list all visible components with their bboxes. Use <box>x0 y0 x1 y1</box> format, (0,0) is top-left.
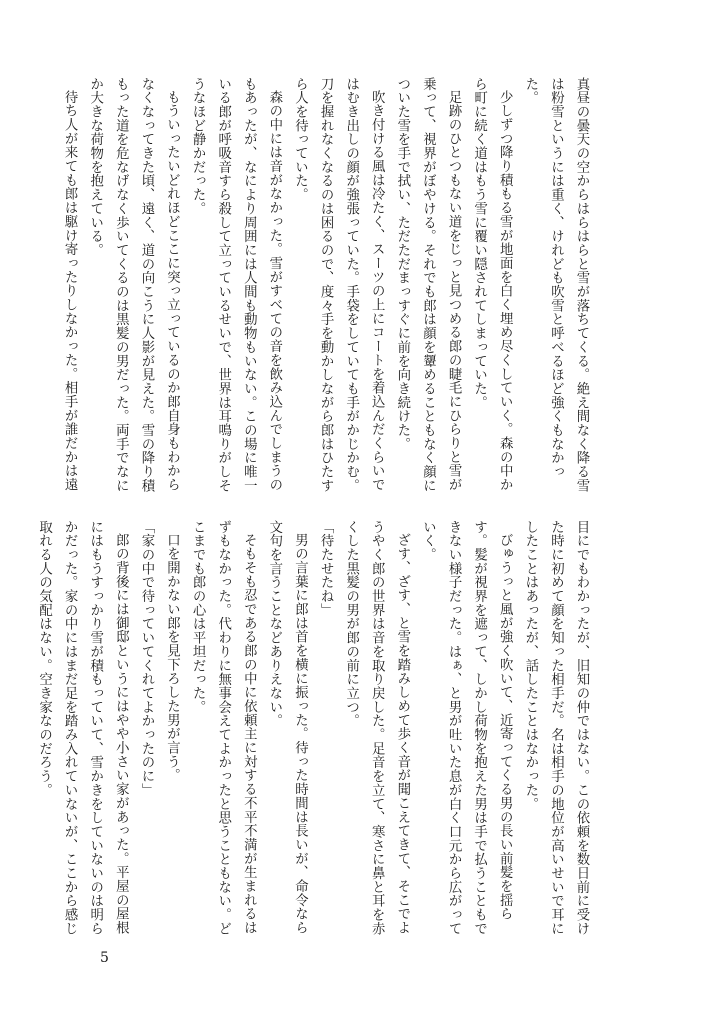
paragraph: 吹き付ける風は冷たく、スーツの上にコートを着込んだくらいではむき出しの顔が強張っていた。手袋をしていても手がかじかむ。刀を握れなくなるのは困るので、度々手を動かしながら郎はひたすら人を待っていた。 <box>292 77 385 493</box>
paragraph: びゅうっと風が強く吹いて、近寄ってくる男の長い前髪を揺らす。髪が視界を遮って、しかし荷物を抱えた男は手で払うこともできない様子だった。はぁ、と男が吐いた息が白く口元から広がっていく。 <box>420 520 513 936</box>
paragraph: 「家の中で待っていてくれてよかったのに」 <box>138 520 154 797</box>
paragraph: そもそも忍である郎の中に依頼主に対する不平不満が生まれるはずもなかった。代わりに無事会えてよかったと思うこともない。どこまでも郎の心は平坦だった。 <box>190 520 257 936</box>
paragraph: 男の言葉に郎は首を横に振った。待った時間は長いが、命令なら文句を言うことなどありえない。 <box>266 520 308 936</box>
paragraph: 森の中には音がなかった。雪がすべての音を飲み込んでしまうのもあったが、なにより周囲には人間も動物もいない。この場に唯一いる郎が呼吸音すら殺して立っているせいで、世界は耳鳴りがしそうなほど静かだった。 <box>190 77 282 493</box>
text-block-top <box>62 77 594 497</box>
paragraph: 待ち人が来ても郎は駆け寄ったりしなかった。相手が誰だかは遠 <box>62 90 78 493</box>
paragraph: 真昼の曇天の空からはらはらと雪が落ちてくる。絶え間なく降る雪は粉雪というには重く、けれども吹雪と呼べるほど強くもなかった。 <box>522 77 589 493</box>
paragraph: 少しずつ降り積もる雪が地面を白く埋め尽くしていく。森の中から町に続く道はもう雪に覆い隠されてしまっていた。 <box>471 77 513 493</box>
paragraph: もういったいどれほどここに突っ立っているのか郎自身もわからなくなってきた頃、遠く、道の向こうに人影が見えた。雪の降り積もった道を危なげなく歩いてくるのは黒髪の男だった。両手でなにか大きな荷物を抱えている。 <box>87 77 180 493</box>
paragraph: ざす、ざす、と雪を踏みしめて歩く音が聞こえてきて、そこでようやく郎の世界は音を取り戻した。足音を立て、寒さに鼻と耳を赤くした黒髪の男が郎の前に立つ。 <box>343 520 410 936</box>
paragraph: 口を開かない郎を見下ろした男が言う。 <box>164 533 180 783</box>
paragraph: 目にでもわかったが、旧知の仲ではない。この依頼を数日前に受けた時に初めて顔を知った相手だ。名は相手の地位が高いせいで耳にしたことはあったが、話したことはなかった。 <box>522 520 589 936</box>
paragraph: 「待たせたね」 <box>318 520 334 617</box>
text-block-bottom <box>36 520 594 940</box>
paragraph: 足跡のひとつもない道をじっと見つめる郎の睫毛にひらりと雪が乗って、視界がぼやける。それでも郎は顔を顰めることもなく顔についた雪を手で拭い、ただただまっすぐに前を向き続けた。 <box>394 77 462 493</box>
paragraph: 郎の背後には御邸というにはやや小さい家があった。平屋の屋根にはもうすっかり雪が積もっていて、雪かきをしていないのは明らかだった。家の中にはまだ足を踏み入れていないが、ここから感じ取れる人の気配はない。空き家なのだろう。 <box>36 520 129 936</box>
page-number: 5 <box>100 950 109 966</box>
